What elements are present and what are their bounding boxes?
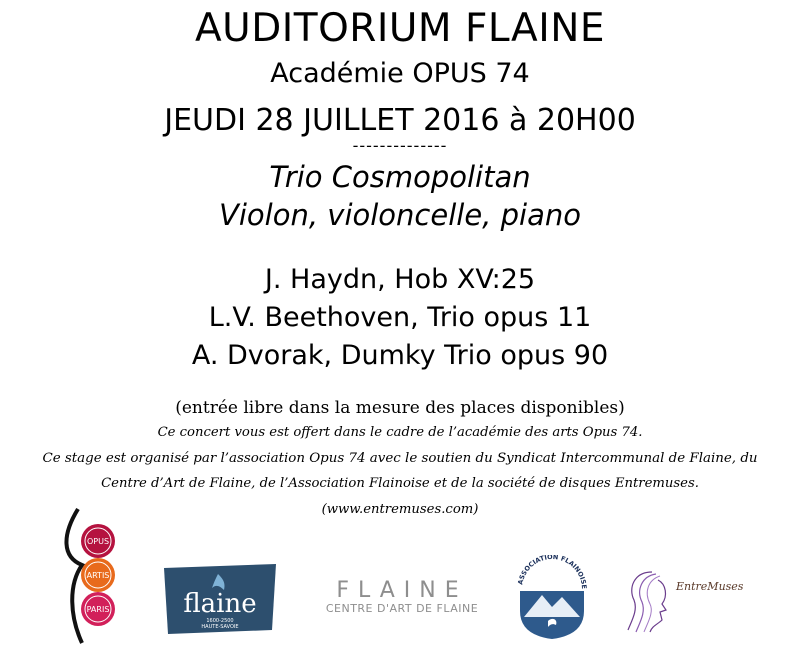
organisation-note-line2: Centre d’Art de Flaine, de l’Association Flainoise et de la société de disques Entremuses. xyxy=(101,476,699,491)
svg-text:ASSOCIATION FLAINOISE xyxy=(516,555,588,589)
entremuses-logo xyxy=(622,566,772,636)
flaine-region: HAUTE-SAVOIE xyxy=(201,624,239,630)
venue-title: AUDITORIUM FLAINE xyxy=(194,6,606,51)
program-item: A. Dvorak, Dumky Trio opus 90 xyxy=(191,340,609,371)
offer-note: Ce concert vous est offert dans le cadre de l’académie des arts Opus 74. xyxy=(157,425,643,440)
program-item: J. Haydn, Hob XV:25 xyxy=(264,264,536,295)
association-flainoise-logo xyxy=(512,555,592,641)
flaine-logo xyxy=(160,562,280,636)
academy-subtitle: Académie OPUS 74 xyxy=(270,58,530,89)
flaine-altitude: 1600-2500 xyxy=(206,618,234,624)
entremuses-wordmark: EntreMuses xyxy=(676,580,744,593)
opus-logo xyxy=(60,505,140,645)
ensemble-name: Trio Cosmopolitan xyxy=(269,160,531,194)
website-link[interactable]: (www.entremuses.com) xyxy=(321,502,479,517)
ensemble-instruments: Violon, violoncelle, piano xyxy=(219,198,581,232)
program-item: L.V. Beethoven, Trio opus 11 xyxy=(208,302,592,333)
entry-note: (entrée libre dans la mesure des places disponibles) xyxy=(175,398,625,418)
separator: -------------- xyxy=(352,136,448,155)
association-name: ASSOCIATION FLAINOISE xyxy=(516,555,589,590)
artis-circle-label: ARTIS xyxy=(86,571,110,580)
paris-circle-label: PARIS xyxy=(86,605,110,614)
opus-circle-label: OPUS xyxy=(86,537,110,546)
centre-art-logo xyxy=(322,578,482,614)
organisation-note-line1: Ce stage est organisé par l’association Opus 74 avec le soutien du Syndicat Intercommunal de Flaine, du xyxy=(42,451,758,466)
centre-art-subtitle: CENTRE D'ART DE FLAINE xyxy=(325,602,479,615)
flaine-wordmark: flaine xyxy=(183,589,257,619)
concert-date: JEUDI 28 JUILLET 2016 à 20H00 xyxy=(164,103,636,138)
centre-art-title: FLAINE xyxy=(336,578,468,603)
